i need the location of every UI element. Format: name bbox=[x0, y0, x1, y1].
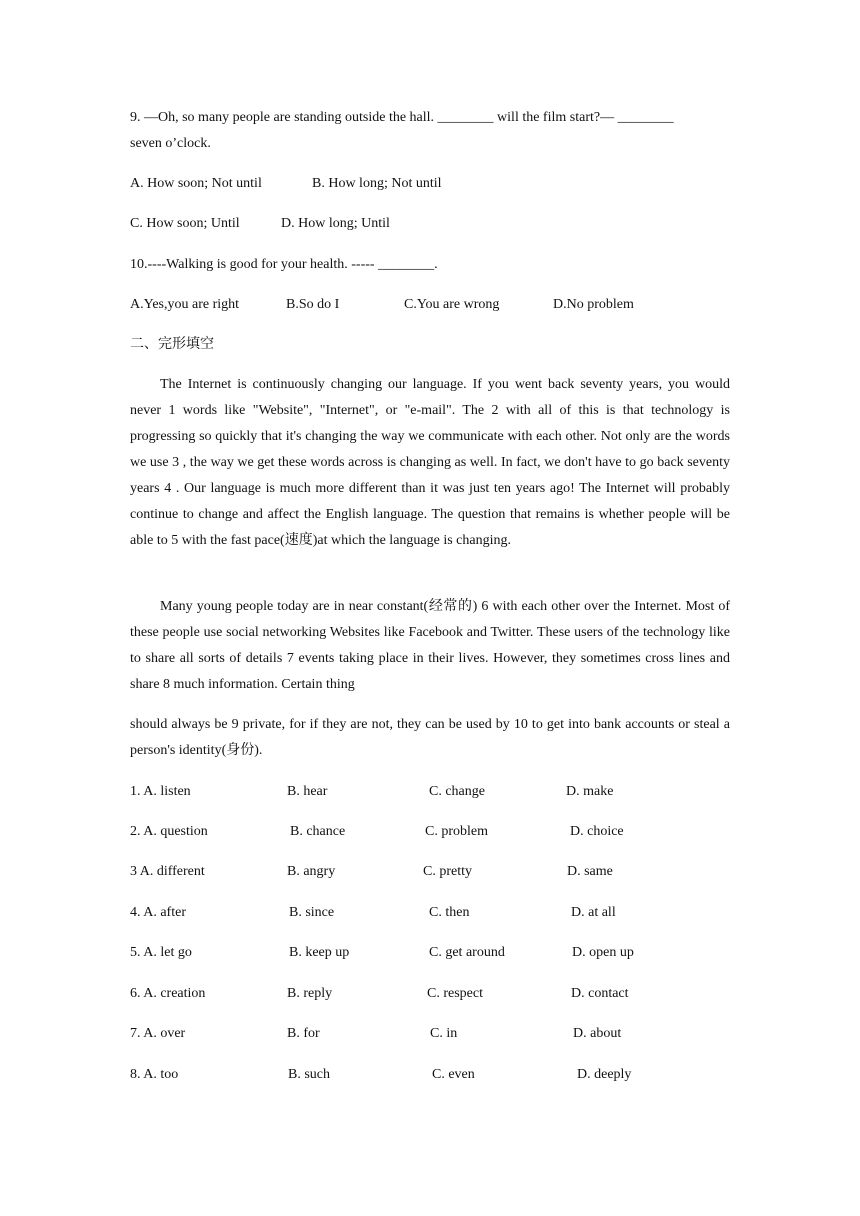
cloze-7-option-c: C. in bbox=[430, 1026, 458, 1041]
q10-option-d: D.No problem bbox=[553, 297, 634, 312]
cloze-4-option-a: 4. A. after bbox=[130, 905, 186, 920]
cloze-1-option-d: D. make bbox=[566, 784, 614, 799]
cloze-8-option-b: B. such bbox=[288, 1067, 330, 1082]
cloze-2-option-d: D. choice bbox=[570, 824, 624, 839]
cloze-2-option-b: B. chance bbox=[290, 824, 346, 839]
q9-option-a: A. How soon; Not until bbox=[130, 176, 262, 191]
cloze-7-option-d: D. about bbox=[573, 1026, 622, 1041]
passage-paragraph-3: should always be 9 private, for if they are not, they can be used by 10 to get into bank accounts or steal a person's identity(身份). bbox=[130, 717, 730, 758]
cloze-3-option-b: B. angry bbox=[287, 864, 336, 879]
q9-option-b: B. How long; Not until bbox=[312, 176, 442, 191]
cloze-4-option-d: D. at all bbox=[571, 905, 616, 920]
cloze-3-option-d: D. same bbox=[567, 864, 613, 879]
cloze-2-option-c: C. problem bbox=[425, 824, 488, 839]
q10-option-b: B.So do I bbox=[286, 297, 340, 312]
cloze-4-option-b: B. since bbox=[289, 905, 335, 920]
passage-paragraph-2: Many young people today are in near constant(经常的) 6 with each other over the Internet. Most of these people use social networking Websites like Facebook and Twitter. These users of the technology like to share all sorts of details 7 events taking place in their lives. However, they sometimes cross lines and share 8 much information. Certain thing bbox=[130, 599, 730, 692]
q10-option-c: C.You are wrong bbox=[404, 297, 500, 312]
cloze-2-option-a: 2. A. question bbox=[130, 824, 208, 839]
cloze-7-option-a: 7. A. over bbox=[130, 1026, 186, 1041]
cloze-3-option-a: 3 A. different bbox=[130, 864, 205, 879]
q10-option-a: A.Yes,you are right bbox=[130, 297, 240, 312]
cloze-1-option-b: B. hear bbox=[287, 784, 328, 799]
passage-paragraph-1: The Internet is continuously changing our language. If you went back seventy years, you would never 1 words like "Website", "Internet", or "e-mail". The 2 with all of this is that technology is progressing so quickly that it's changing the way we communicate with each other. Not only are the words we use 3 , the way we get these words across is changing as well. In fact, we don't have to go back seventy years 4 . Our language is much more different than it was just ten years ago! The Internet will probably continue to change and affect the English language. The question that remains is whether people will be able to 5 with the fast pace(速度)at which the language is changing. bbox=[130, 377, 730, 548]
q10-stem: 10.----Walking is good for your health. ----- ________. bbox=[130, 257, 438, 272]
cloze-8-option-c: C. even bbox=[432, 1067, 475, 1082]
cloze-5-option-d: D. open up bbox=[572, 945, 634, 960]
cloze-7-option-b: B. for bbox=[287, 1026, 320, 1041]
cloze-6-option-a: 6. A. creation bbox=[130, 986, 206, 1001]
q9-option-c: C. How soon; Until bbox=[130, 216, 240, 231]
cloze-5-option-c: C. get around bbox=[429, 945, 505, 960]
q9-option-d: D. How long; Until bbox=[281, 216, 390, 231]
cloze-6-option-d: D. contact bbox=[571, 986, 629, 1001]
cloze-6-option-b: B. reply bbox=[287, 986, 333, 1001]
cloze-1-option-a: 1. A. listen bbox=[130, 784, 191, 799]
cloze-8-option-d: D. deeply bbox=[577, 1067, 632, 1082]
cloze-8-option-a: 8. A. too bbox=[130, 1067, 179, 1082]
cloze-4-option-c: C. then bbox=[429, 905, 470, 920]
cloze-5-option-a: 5. A. let go bbox=[130, 945, 192, 960]
q9-stem-line2: seven o’clock. bbox=[130, 136, 211, 151]
cloze-5-option-b: B. keep up bbox=[289, 945, 350, 960]
section-title: 二、完形填空 bbox=[130, 337, 214, 352]
cloze-6-option-c: C. respect bbox=[427, 986, 483, 1001]
q9-stem-line1: 9. —Oh, so many people are standing outside the hall. ________ will the film start?— ________ bbox=[130, 110, 674, 125]
cloze-1-option-c: C. change bbox=[429, 784, 485, 799]
cloze-3-option-c: C. pretty bbox=[423, 864, 472, 879]
